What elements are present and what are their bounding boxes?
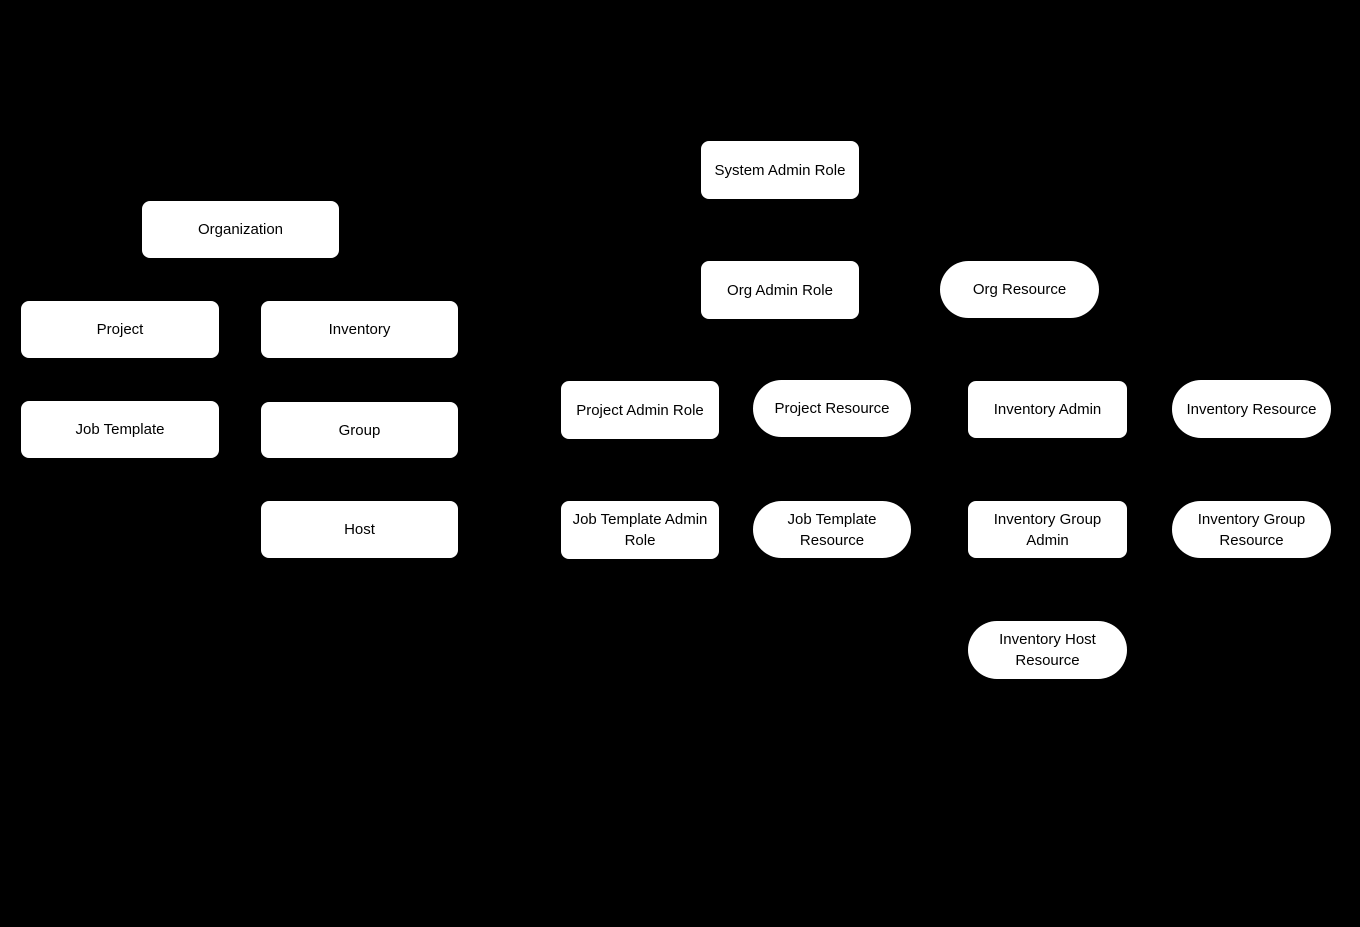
node-job-template: Job Template	[21, 401, 219, 458]
node-project-resource: Project Resource	[753, 380, 911, 437]
node-inventory-group-resource: Inventory Group Resource	[1172, 501, 1331, 558]
node-job-template-resource: Job Template Resource	[753, 501, 911, 558]
node-project-admin-role: Project Admin Role	[561, 381, 719, 439]
node-inventory-host-resource: Inventory Host Resource	[968, 621, 1127, 679]
node-organization: Organization	[142, 201, 339, 258]
node-org-admin-role: Org Admin Role	[701, 261, 859, 319]
node-host: Host	[261, 501, 458, 558]
node-job-template-admin-role: Job Template Admin Role	[561, 501, 719, 559]
node-inventory: Inventory	[261, 301, 458, 358]
node-inventory-admin: Inventory Admin	[968, 381, 1127, 438]
node-project: Project	[21, 301, 219, 358]
node-inventory-resource: Inventory Resource	[1172, 380, 1331, 438]
node-group: Group	[261, 402, 458, 458]
node-system-admin-role: System Admin Role	[701, 141, 859, 199]
node-inventory-group-admin: Inventory Group Admin	[968, 501, 1127, 558]
node-org-resource: Org Resource	[940, 261, 1099, 318]
